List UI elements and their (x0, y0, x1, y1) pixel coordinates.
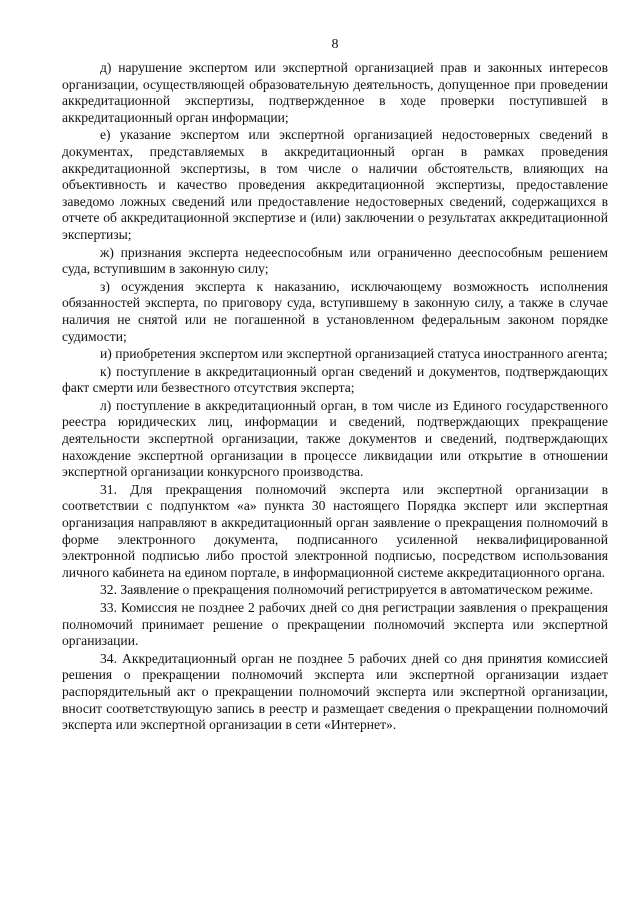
paragraph-i: и) приобретения экспертом или экспертной организацией статуса иностранного агента; (100, 346, 608, 362)
paragraph-d: д) нарушение экспертом или экспертной организацией прав и законных интересов организации, осуществляющей образовательную деятельность, допущенное при проведении аккредитационной экспертизы, подтвержденное в ходе проверки поступившей в аккредитационный орган информации; (62, 60, 608, 125)
page-number: 8 (331, 37, 339, 52)
paragraph-33: 33. Комиссия не позднее 2 рабочих дней со дня регистрации заявления о прекращения полномочий принимает решение о прекращении полномочий эксперта или экспертной организации. (62, 600, 608, 649)
paragraph-z: з) осуждения эксперта к наказанию, исключающему возможность исполнения обязанностей эксперта, по приговору суда, вступившему в законную силу, а также в случае наличия не снятой или не погашенной в установленном федеральным законом порядке судимости; (62, 278, 608, 344)
paragraph-k: к) поступление в аккредитационный орган сведений и документов, подтверждающих факт смерти или безвестного отсутствия эксперта; (62, 363, 608, 396)
paragraph-32: 32. Заявление о прекращения полномочий регистрируется в автоматическом режиме. (100, 582, 594, 598)
paragraph-e: е) указание экспертом или экспертной организацией недостоверных сведений в документах, представляемых в аккредитационный орган в рамках проведения аккредитационной экспертизы, в том числе о наличии обстоятельств, влияющих на объективность и качество проведения аккредитационной экспертизы, предоставление заведомо ложных сведений или предоставление недостоверных сведений, содержащихся в отчете об аккредитационной экспертизе и (или) заключении о результатах аккредитационной экспертизы; (62, 127, 608, 242)
paragraph-31: 31. Для прекращения полномочий эксперта или экспертной организации в соответствии с подпунктом «а» пункта 30 настоящего Порядка эксперт или экспертная организация направляют в аккредитационный орган заявление о прекращения полномочий в форме электронного документа, подписанного усиленной неквалифицированной электронной подписью либо простой электронной подписью, посредством использования личного кабинета на едином портале, в информационной системе аккредитационного органа. (62, 481, 608, 580)
paragraph-l: л) поступление в аккредитационный орган, в том числе из Единого государственного реестра юридических лиц, информации и сведений, подтверждающих прекращение деятельности экспертной организации, также документов и сведений, подтверждающих нахождение экспертной организации в процессе ликвидации или открытие в отношении экспертной организации конкурсного производства. (62, 397, 608, 480)
document-body (62, 60, 608, 734)
paragraph-34: 34. Аккредитационный орган не позднее 5 рабочих дней со дня принятия комиссией решения о прекращении полномочий эксперта или экспертной организации издает распорядительный акт о прекращении полномочий эксперта или экспертной организации, вносит соответствующую запись в реестр и размещает сведения о прекращении полномочий эксперта или экспертной организации в сети «Интернет». (62, 650, 608, 733)
paragraph-zh: ж) признания эксперта недееспособным или ограниченно дееспособным решением суда, вступившим в законную силу; (62, 244, 608, 277)
